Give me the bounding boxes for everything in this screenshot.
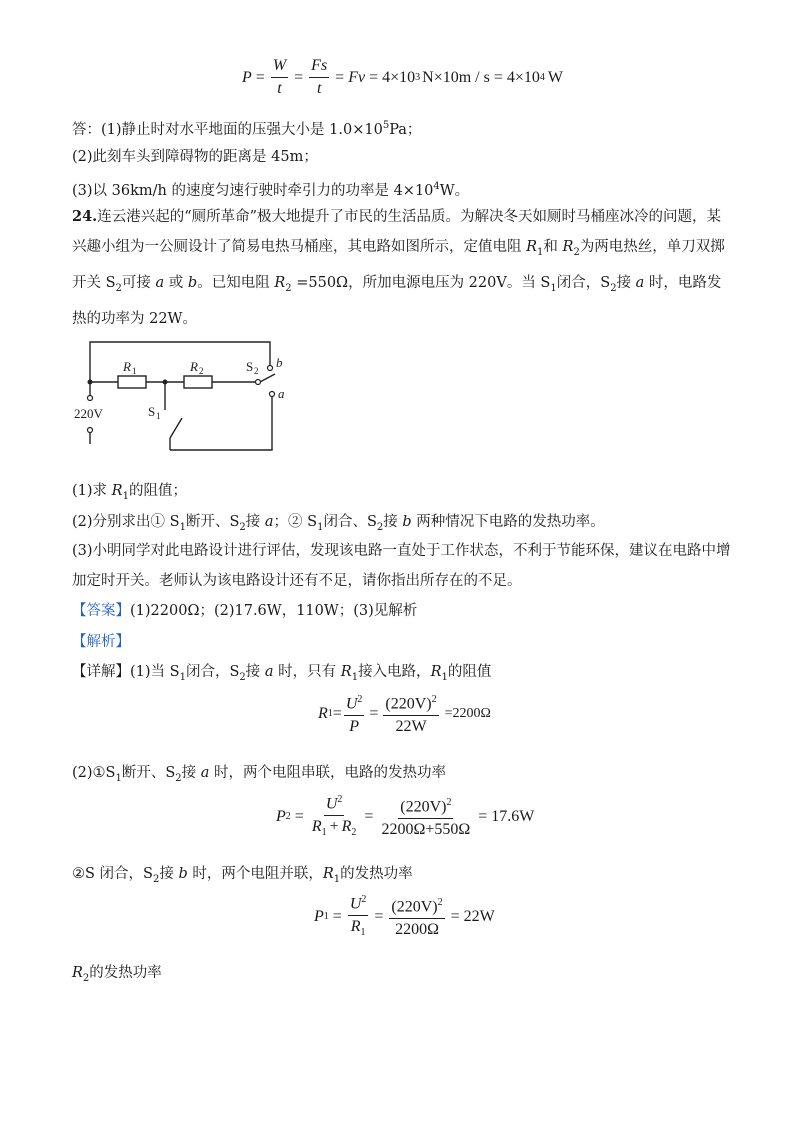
eq-power-units: N×10m / s (422, 68, 490, 86)
sup: 2 (361, 894, 367, 905)
sub: 2 (152, 873, 160, 885)
detail-line-3 (72, 864, 413, 890)
text: (3)小明同学对此电路设计进行评估，发现该电路一直处于工作状态，不利于节能环保，建议在电路中增加定时开关。老师认为该电路设计还有不足，请你指出所存在的不足。 (72, 543, 731, 589)
frac-den: P (349, 718, 359, 736)
sub: 2 (573, 246, 580, 258)
terminal (88, 396, 93, 401)
sub: 2 (285, 282, 292, 294)
text: ②S 闭合，S (72, 866, 153, 882)
text: 的阻值； (128, 483, 187, 499)
sub: 1 (333, 873, 341, 885)
text: (2)分别求出① S (72, 514, 180, 530)
var: b (402, 514, 412, 530)
sub: 1 (321, 827, 327, 839)
var: R (562, 239, 574, 255)
sup: 2 (446, 797, 452, 809)
detail-tag: 【详解】 (72, 664, 130, 680)
sub: 1 (360, 927, 366, 939)
sup: 2 (431, 694, 437, 705)
var: R (526, 239, 538, 255)
frac-den (349, 916, 368, 943)
label-s1: S (148, 404, 156, 419)
label-b: b (276, 355, 283, 370)
sup: 2 (437, 897, 443, 909)
text: 接 (616, 274, 636, 291)
var: b (178, 866, 188, 882)
sub: 1 (351, 671, 359, 683)
frac-den: 2200Ω+550Ω (381, 821, 471, 839)
circuit-diagram (70, 330, 300, 460)
text: 的阻值 (447, 664, 492, 680)
text: 连云港兴起的“厕所革命”极大地提升了市民的生活品质。为解决冬天如厕时马桶座冰冷的问题，某兴趣小组为一公厕设计了简易电热马桶座，其电路如图所示，定值电阻 (72, 209, 722, 255)
value: (220V) (385, 695, 432, 713)
label-a: a (278, 386, 285, 401)
sub: 1 (115, 772, 122, 784)
frac-num (344, 690, 365, 716)
text: (3)以 36km/h 的速度匀速行驶时牵引力的功率是 4×10 (72, 182, 434, 199)
sub: 1 (327, 708, 333, 720)
text: 接 (245, 664, 265, 680)
subq-3 (72, 536, 732, 596)
frac-num (398, 793, 453, 819)
text: (1)当 S (130, 664, 180, 680)
switch-s2-blade (260, 374, 275, 382)
eq-power-fv: Fv (348, 68, 366, 86)
wire-top (90, 342, 270, 382)
resistor-r1 (118, 376, 146, 388)
label-r1-sub: 1 (132, 366, 137, 376)
label-s1-sub: 1 (156, 411, 161, 421)
sub: 2 (610, 282, 617, 294)
switch-s2-pivot (256, 380, 261, 385)
text: W。 (439, 182, 470, 199)
frac-den: t (277, 80, 282, 97)
var: R (274, 274, 286, 291)
resistor-r2 (184, 376, 212, 388)
question-24 (72, 202, 732, 334)
sub: 1 (441, 671, 448, 683)
sub: 1 (179, 671, 186, 683)
eq-power-exp: 4 (539, 72, 545, 83)
text: 可接 (121, 274, 156, 291)
text: (2)①S (72, 765, 116, 781)
frac-u2-r1 (348, 890, 369, 944)
text: 时，两个电阻串联，电路的发热功率 (209, 765, 447, 781)
sup: 2 (357, 694, 363, 705)
eq-result: 22W (463, 907, 495, 925)
power-equation: P = $\frac{W}{t}$ = $\frac{Fs}{t}$ = Fv = 4×10 3 N×10m / s = 4×10 4 W (242, 57, 564, 97)
wire-right (170, 396, 272, 450)
var: R (430, 664, 442, 680)
eq-result: =2200Ω (444, 705, 491, 721)
sub: 2 (82, 972, 90, 984)
var: R (341, 818, 352, 836)
var: R (340, 664, 352, 680)
text: 为两电热丝，单刀双掷开关 S (72, 239, 725, 291)
frac-values (383, 690, 438, 737)
sup: 2 (337, 794, 343, 805)
text: ；② S (273, 514, 318, 530)
sub: 2 (376, 521, 384, 533)
eq-power-lhs: P (242, 68, 252, 86)
sub: 1 (537, 246, 544, 258)
frac-num (389, 893, 444, 919)
sub: 1 (323, 911, 329, 923)
label-r1: R (123, 359, 131, 374)
text: 接 (245, 514, 265, 530)
eq-power-unit: W (547, 68, 564, 86)
text: 。已知电阻 (197, 274, 275, 291)
equation-r1: R 1 = $\frac{U^2}{P}$ = $\frac{(220V)^2}{22W}$ =2200Ω (318, 690, 491, 737)
text: 时，只有 (273, 664, 341, 680)
var: a (264, 664, 274, 680)
eq-lhs: P (314, 907, 324, 925)
sub: 2 (239, 671, 246, 683)
answer-text: (1)2200Ω；(2)17.6W，110W；(3)见解析 (130, 603, 418, 619)
eq-power-term: 4×10 (382, 68, 416, 86)
var: R (350, 918, 361, 936)
sup: 5 (382, 120, 390, 131)
sub: 1 (122, 490, 129, 502)
answer-line-3 (72, 177, 469, 201)
answer-tag: 【答案】 (72, 603, 130, 619)
contact-a (270, 392, 275, 397)
var: b (187, 274, 198, 291)
sub: 2 (351, 827, 357, 839)
junction-dot (163, 380, 168, 385)
eq-lhs: R (318, 704, 328, 722)
answer-summary (72, 601, 417, 621)
value: (220V) (400, 798, 447, 816)
switch-s1-blade (170, 418, 182, 438)
eq-sign: = (332, 704, 342, 722)
subq-1 (72, 481, 187, 507)
eq-power-frac-2 (309, 56, 329, 99)
answer-line-1 (72, 116, 421, 140)
detail-line-4 (72, 963, 162, 989)
text: 断开、S (185, 514, 240, 530)
frac-num (348, 890, 369, 916)
label-s2-sub: 2 (254, 366, 259, 376)
frac-den: 2200Ω (395, 921, 439, 939)
text: 两种情况下电路的发热功率。 (411, 514, 605, 530)
frac-values (389, 893, 444, 940)
frac-num (383, 690, 438, 716)
value: (220V) (391, 898, 438, 916)
analysis-tag: 【解析】 (72, 634, 130, 650)
sub: 1 (317, 521, 324, 533)
var: a (264, 514, 274, 530)
eq-power-frac-1 (271, 56, 288, 99)
frac-values (379, 793, 472, 840)
var: a (200, 765, 210, 781)
var: a (635, 274, 645, 291)
frac-u2-p (344, 690, 365, 737)
sub: 1 (179, 521, 186, 533)
frac-den (310, 816, 359, 843)
var: a (155, 274, 165, 291)
analysis-heading (72, 632, 130, 652)
label-r2-sub: 2 (199, 366, 204, 376)
text: 接 (181, 765, 201, 781)
var: R (311, 818, 322, 836)
subq-2 (72, 512, 605, 538)
text: (1)求 (72, 483, 112, 499)
sub: 2 (239, 521, 246, 533)
eq-result: 17.6W (491, 807, 535, 825)
detail-line-1 (72, 662, 491, 688)
detail-line-2 (72, 763, 446, 789)
label-r2: R (190, 359, 198, 374)
text: 答：(1)静止时对水平地面的压强大小是 1.0×10 (72, 121, 383, 138)
var: U (325, 795, 338, 813)
equation-p1: P 1 = $\frac{U^2}{R_1}$ = $\frac{(220V)^2}{2200\Omega}$ = 22W (314, 890, 495, 944)
text: 或 (164, 274, 188, 291)
text: 接 (383, 514, 403, 530)
text: 断开、S (121, 765, 176, 781)
text: 接 (159, 866, 179, 882)
var: R (322, 866, 334, 882)
sub: 2 (285, 811, 291, 823)
text: =550Ω，所加电源电压为 220V。当 S (291, 274, 551, 291)
frac-num: W (271, 56, 288, 78)
var: U (345, 695, 358, 713)
answer-line-2 (72, 147, 318, 167)
frac-u2-r1r2 (310, 790, 359, 844)
label-s2: S (246, 359, 254, 374)
frac-den: t (316, 80, 322, 97)
text: 和 (543, 239, 563, 255)
text: 时，两个电阻并联， (187, 866, 323, 882)
var: R (111, 483, 123, 499)
text: (2)此刻车头到障碍物的距离是 45m； (72, 149, 318, 165)
frac-num (324, 790, 345, 816)
equation-p2: P 2 = $\frac{U^2}{R_1 + R_2}$ = $\frac{(220V)^2}{2200\Omega+550\Omega}$ = 17.6W (276, 790, 534, 844)
sup: 4 (433, 181, 440, 192)
sub: 1 (550, 282, 557, 294)
text: 时，电路发热的功率为 22W。 (72, 274, 722, 327)
text: Pa； (389, 121, 422, 138)
text: 闭合、S (323, 514, 377, 530)
sub: 2 (115, 282, 122, 294)
frac-den: 22W (395, 718, 427, 736)
terminal (88, 428, 93, 433)
question-number: 24. (72, 208, 98, 225)
frac-num: Fs (309, 56, 329, 78)
plus: + (329, 818, 339, 836)
text: 闭合，S (185, 664, 240, 680)
text: 的发热功率 (340, 866, 413, 882)
sub: 2 (175, 772, 182, 784)
var: U (349, 895, 362, 913)
var: R (72, 965, 83, 981)
text: 的发热功率 (89, 965, 162, 981)
label-voltage: 220V (74, 406, 103, 421)
text: 接入电路， (358, 664, 431, 680)
eq-power-result: 4×10 (506, 68, 540, 86)
eq-power-exp: 3 (415, 72, 421, 83)
contact-b (268, 366, 273, 371)
junction-dot (88, 380, 93, 385)
eq-lhs: P (276, 807, 286, 825)
text: 闭合，S (556, 274, 611, 291)
